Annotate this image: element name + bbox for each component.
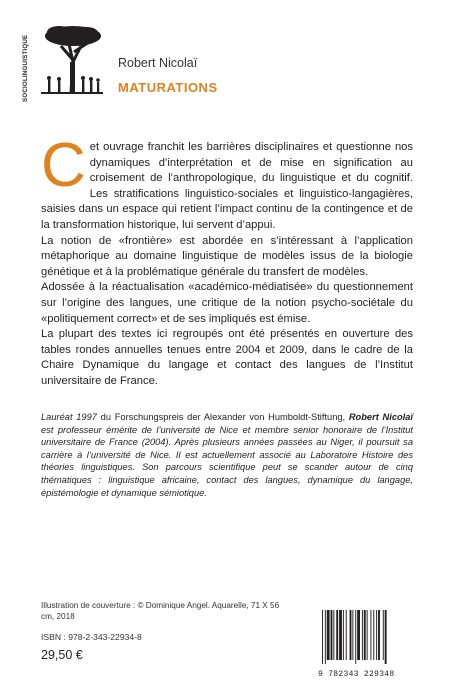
barcode-bar — [385, 610, 387, 664]
barcode-bar — [346, 610, 347, 660]
price: 29,50 € — [41, 648, 83, 662]
barcode-bar — [350, 610, 352, 660]
barcode-bar — [355, 610, 356, 664]
barcode-bar — [343, 610, 344, 660]
isbn: ISBN : 978-2-343-22934-8 — [41, 632, 142, 642]
barcode-bar — [339, 610, 342, 660]
summary-paragraph — [41, 131, 413, 234]
barcode-bar — [327, 610, 330, 660]
barcode-bars — [318, 610, 414, 664]
author-bio — [41, 411, 413, 499]
bio-text: du — [96, 412, 115, 422]
summary-paragraph: Adossée à la réactualisation «académico-médiatisée» du questionnement sur l’origine des langues, une critique de la notion psycho-sociétale du «politiquement correct» et de ses impliqués est émise. — [41, 281, 413, 325]
drop-cap: C — [41, 131, 86, 200]
bio-laureat: Lauréat 1997 — [41, 412, 97, 422]
summary-paragraph: La plupart des textes ici regroupés ont été présentés en ouverture des tables rondes annuelles tenues entre 2004 et 2009, dans le cadre de la Chaire Dynamique du langage et contact des langues de l’Institut universitaire de France. — [41, 328, 413, 387]
barcode-bar — [322, 610, 323, 664]
barcode-bar — [376, 610, 377, 660]
barcode — [318, 610, 414, 679]
author-name: Robert Nicolaï — [118, 56, 198, 70]
barcode-bar — [325, 610, 326, 664]
bio-author-name: Robert Nicolaï — [345, 412, 414, 422]
barcode-bar — [370, 610, 371, 660]
barcode-number: 9 782343 229348 — [318, 670, 395, 679]
summary-text: et ouvrage franchit les barrières disciplinaires et questionne nos dynamiques d’interprétation et de mise en signification au croisement de l’anthropologique, du linguistique et du cognitif. Les stratifications linguistico-sociales et linguistico-langagières, saisies dans un espace qui retient l’impact continu de la contingence et de la transformation historique, lui servent d’appui. — [41, 141, 413, 231]
barcode-bar — [336, 610, 338, 660]
barcode-bar — [373, 610, 374, 660]
summary-paragraph: La notion de «frontière» est abordée en s’intéressant à l’application métaphorique au domaine linguistique de modèles issus de la biologie génétique et à la problématique générale du transfert de modèles. — [41, 234, 413, 278]
series-logo — [29, 22, 103, 102]
cover-illustration-credit: Illustration de couverture : © Dominique Angel. Aquarelle, 71 X 56 cm, 2018 — [41, 601, 280, 621]
barcode-bar — [367, 610, 368, 660]
barcode-bar — [352, 610, 353, 660]
barcode-bar — [362, 610, 363, 660]
barcode-bar — [357, 610, 360, 660]
book-title: MATURATIONS — [118, 80, 218, 95]
back-cover-summary — [41, 131, 413, 390]
tree-people-icon — [29, 22, 103, 102]
bio-text: est professeur émérite de l’université de Nice et membre senior honoraire de l’Institut universitaire de France (2004). Après plusieurs années passées au Niger, il poursuit sa carrière à l’université de Nice. Il est actuellement associé au Laboratoire Histoire des théories linguistiques. Son parcours scientifique peut se scander autour de cinq thématiques : linguistique africaine, contact des langues, dynamique du langage, épistémologie et dynamique sémiotique. — [41, 424, 413, 498]
barcode-bar — [378, 610, 380, 660]
bio-prize: Forschungspreis der Alexander von Humboldt-Stiftung, — [114, 412, 346, 422]
barcode-bar — [333, 610, 334, 660]
series-name: SOCIOLINGUISTIQUE — [22, 34, 29, 102]
barcode-bar — [331, 610, 333, 660]
barcode-bar — [383, 610, 384, 660]
barcode-bar — [364, 610, 366, 660]
